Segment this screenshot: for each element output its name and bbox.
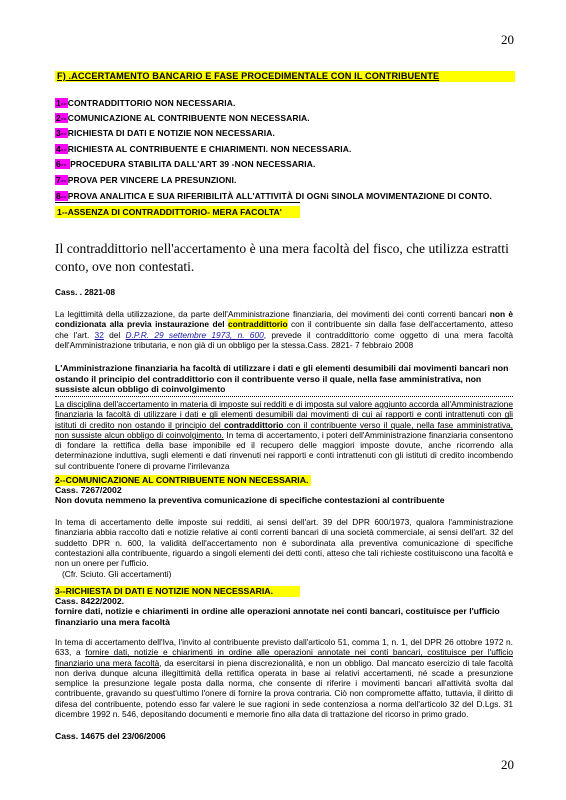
page-number-bottom: 20 <box>501 757 514 772</box>
toc-item <box>55 191 492 201</box>
s3-cass: Cass. 8422/2002. <box>55 596 125 606</box>
toc-item-number: 4-- <box>56 144 67 154</box>
toc-item-number: 2-- <box>56 113 67 123</box>
s2-heading: 2--COMUNICAZIONE AL CONTRIBUENTE NON NECESSARIA. <box>55 475 309 485</box>
s2-cass: Cass. 7267/2002 <box>55 485 122 495</box>
s1-heading: 1--ASSENZA DI CONTRADDITTORIO- MERA FACOLTA' <box>57 207 282 217</box>
toc-item <box>55 144 351 154</box>
s2-cfr: (Cfr. Sciuto. Gli accertamenti) <box>62 569 172 579</box>
s3-heading: 3--RICHIESTA DI DATI E NOTIZIE NON NECESSARIA. <box>55 586 273 596</box>
toc-item-number: 1-- <box>56 98 67 108</box>
toc-item-number: 6-- <box>56 159 70 169</box>
s3-subheading: fornire dati, notizie e chiarimenti in ordine alle operazioni annotate nei conti bancari, costituisce per l'ufficio finanziario una mera facoltà <box>55 606 500 627</box>
s1-cass: Cass. . 2821-08 <box>55 287 116 297</box>
toc-item <box>55 128 275 138</box>
s1-paragraph-1: La legittimità della utilizzazione, da parte dell'Amministrazione finanziaria, dei movimenti dei conti correnti bancari non è condizionata alla previa instaurazione del contraddittorio con il contribuente sin dalla fase dell'accertamento, atteso che l'art. 32 del D.P.R. 29 settembre 1973, n. 600, prevede il contraddittorio come oggetto di una mera facoltà dell'Amministrazione tributaria, e non già di un obbligo per la stessa.Cass. 2821- 7 febbraio 2008 <box>55 309 514 350</box>
s1-bold-statement: L'Amministrazione finanziaria ha facoltà di utilizzare i dati e gli elementi desumibili dai movimenti bancari non ostando il principio del contraddittorio con il contribuente verso il quale, nella fase amministrativa, non sussiste alcun obbligo di coinvolgimento <box>55 363 509 394</box>
section-title: F) .ACCERTAMENTO BANCARIO E FASE PROCEDIMENTALE CON IL CONTRIBUENTE <box>57 71 440 81</box>
toc-item <box>55 159 315 169</box>
s1-link-art32[interactable]: 32 <box>94 329 104 340</box>
s1-heading-rule <box>55 202 300 203</box>
toc-item <box>55 113 310 123</box>
toc-item-label: RICHIESTA AL CONTRIBUENTE E CHIARIMENTI. NON NECESSARIA. <box>67 144 352 154</box>
toc-item-label: PROVA PER VINCERE LA PRESUNZIONI. <box>67 175 237 185</box>
s1-paragraph-2: La disciplina dell'accertamento in materia di imposte sui redditi e di imposta sul valore aggiunto accorda all'Amministrazione finanziaria la facoltà di utilizzare i dati e gli elementi desumibili dai movimenti di cui ai rapporti e conti intrattenuti con gli istituti di credito non ostando il principio del contraddittorio con il contribuente verso il quale, nella fase amministrativa, non sussiste alcun obbligo di coinvolgimento. In tema di accertamento, i poteri dell'Amministrazione finanziaria consentono di fondare la rettifica della base imponibile ed il recupero delle maggiori imposte dovute, anche ricorrendo alla determinazione induttiva, sugli elementi e dati rinvenuti nei rapporti e conti intrattenuti con gli istituti di credito incombendo sul contribuente l'onere di provarne l'irrilevanza <box>55 399 513 471</box>
toc-item-label: COMUNICAZIONE AL CONTRIBUENTE NON NECESSARIA. <box>67 113 310 123</box>
toc-item-label: RICHIESTA DI DATI E NOTIZIE NON NECESSARIA. <box>67 128 275 138</box>
page-number-top: 20 <box>501 32 514 47</box>
toc-item-label: PROCEDURA STABILITA DALL'ART 39 -NON NECESSARIA. <box>70 159 316 169</box>
s1-link-dpr600[interactable]: D.P.R. 29 settembre 1973, n. 600 <box>125 329 264 340</box>
toc-item-number: 7-- <box>56 175 67 185</box>
toc-item <box>55 175 236 185</box>
s3-cass-2: Cass. 14675 del 23/06/2006 <box>55 731 166 741</box>
s1-divider <box>55 396 513 397</box>
toc-item-number: 8-- <box>56 191 67 201</box>
s2-subheading: Non dovuta nemmeno la preventiva comunicazione di specifiche contestazioni al contribuente <box>55 495 445 505</box>
toc-item-label: PROVA ANALITICA E SUA RIFERIBILITÀ ALL'ATTIVITÀ DI OGNi SINOLA MOVIMENTAZIONE DI CONTO. <box>67 191 492 201</box>
toc-item <box>55 98 235 108</box>
s3-paragraph: In tema di accertamento dell'Iva, l'invito al contribuente previsto dall'articolo 51, comma 1, n. 1, del DPR 26 ottobre 1972 n. 633, a fornire dati, notizie e chiarimenti in ordine alle operazioni annotate nei conti bancari, costituisce per l'ufficio finanziario una mera facoltà, da esercitarsi in piena discrezionalità, e non un obbligo. Dal mancato esercizio di tale facoltà non deriva dunque alcuna illegittimità della rettifica operata in base ai relativi accertamenti, né scade a presunzione semplice la presunzione legale posta dalla norma, che consente di riferire i movimenti bancari all'attività svolta dal contribuente, gravando su quest'ultimo l'onere di fornire la prova contraria. Ciò non compromette affatto, tuttavia, il diritto di difesa del contribuente, potendo esso far valere le sue ragioni in sede contenziosa a norma dell'articolo 32 del D.Lgs. 31 dicembre 1992 n. 546, depositando documenti e memorie fino alla data di trattazione del ricorso in primo grado. <box>55 637 513 720</box>
toc-item-number: 3-- <box>56 128 67 138</box>
s1-lead: Il contraddittorio nell'accertamento è una mera facoltà del fisco, che utilizza estratti conto, ove non contestati. <box>55 241 509 274</box>
toc-item-label: CONTRADDITTORIO NON NECESSARIA. <box>67 98 236 108</box>
s2-paragraph: In tema di accertamento delle imposte sui redditi, ai sensi dell'art. 39 del DPR 600/1973, qualora l'amministrazione finanziaria abbia raccolto dati e notizie relative ai conti correnti bancari di una società commerciale, ai sensi dell'art. 32 del suddetto DPR n. 600, la validità dell'accertamento non è subordinata alla preventiva comunicazione di specifiche contestazioni alla contribuente, riguardo a singoli elementi dei detti conti, atteso che tali richieste costituiscono una facoltà e non un onere per l'ufficio. <box>55 517 513 569</box>
